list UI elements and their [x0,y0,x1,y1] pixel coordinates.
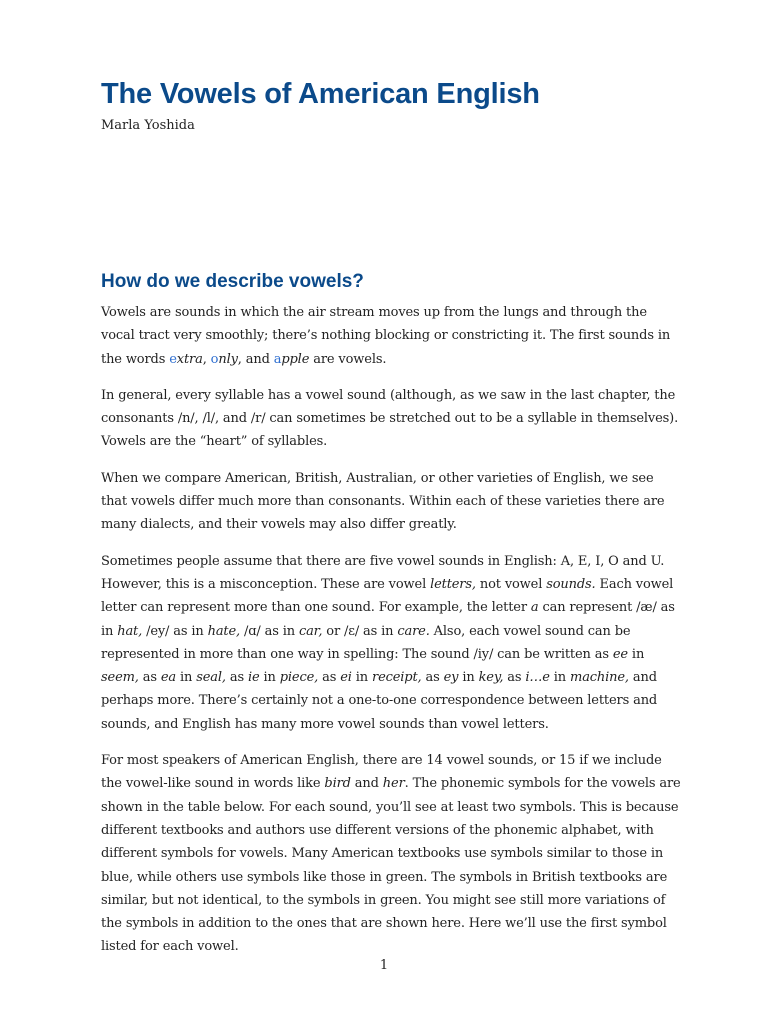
italic-term: ea [160,670,177,686]
text-run: /ey/ as in [142,623,208,639]
italic-term: seem, [101,670,139,686]
paragraph [101,550,681,736]
document-title: The Vowels of American English [101,78,540,110]
italic-term: ey [443,670,459,686]
italic-term: machine, [570,670,629,686]
highlighted-letter: e [169,351,177,367]
text-run: not vowel [475,576,547,592]
paragraph [101,384,681,454]
text-run: or /ɛ/ as in [322,623,398,639]
italic-term: hate, [207,623,241,639]
paragraph [101,467,681,537]
text-run: , and [237,351,274,367]
italic-term: ee [612,646,628,662]
italic-term: sounds. [546,576,596,592]
text-run: In general, every syllable has a vowel sound (although, as we saw in the last chapter, the consonants /n/, /l/, and /r/ can sometimes be stretched out to be a syllable in themselves). Vowels are the “heart” of syllables. [101,387,679,450]
paragraph [101,749,681,959]
text-run: can represent /æ/ as in [101,600,675,639]
text-run: For most speakers of American English, there are 14 vowel sounds, or 15 if we include the vowel-like sound in words like [101,753,662,792]
text-run: are vowels. [309,351,387,367]
text-run: as [318,670,341,686]
paragraph [101,301,681,371]
text-run: Vowels are sounds in which the air stream moves up from the lungs and through the vocal tract very smoothly; there’s nothing blocking or constricting it. The first sounds in the words [101,305,671,367]
text-run: in [549,670,571,686]
italic-term: bird [324,776,351,792]
italic-term: xtra [176,351,203,367]
author-name: Marla Yoshida [101,118,195,133]
text-run: , [202,351,211,367]
italic-term: car, [298,623,323,639]
highlighted-letter: o [210,351,219,367]
section-heading: How do we describe vowels? [101,271,364,292]
text-run: Also, each vowel sound can be represented in more than one way in spelling: The sound /iy/ can be written as [101,623,631,662]
italic-term: seal, [196,670,226,686]
text-run: . The phonemic symbols for the vowels are shown in the table below. For each sound, you’ll see at least two symbols. This is because different textbooks and authors use different versions of the phonemic alphabet, with different symbols for vowels. Many American textbooks use symbols similar to those in blue, while others use symbols like those in green. The symbols in British textbooks are similar, but not identical, to the symbols in green. You might see still more variations of the symbols in addition to the ones that are shown here. Here we’ll use the first symbol listed for each vowel. [101,776,681,955]
italic-term: ie [247,670,260,686]
italic-term: piece, [279,670,319,686]
italic-term: receipt, [372,670,422,686]
text-run: Each vowel letter can represent more than one sound. For example, the letter [101,576,674,616]
italic-term: i…e [525,670,550,686]
italic-term: key, [478,670,504,686]
italic-term: nly [218,351,238,367]
italic-term: care. [397,623,430,639]
text-run: Sometimes people assume that there are five vowel sounds in English: A, E, I, O and U. However, this is a misconception. These are vowel [101,553,665,592]
text-run: and perhaps more. There’s certainly not a one-to-one correspondence between letters and sounds, and English has many more vowel sounds than vowel letters. [101,670,658,732]
text-run: When we compare American, British, Australian, or other varieties of English, we see that vowels differ much more than consonants. Within each of these varieties there are many dialects, and their vowels may also differ greatly. [101,470,665,533]
text-run: in [627,646,645,662]
italic-term: hat, [117,623,143,639]
italic-term: ei [340,670,352,686]
text-run: in [259,670,280,686]
highlighted-letter: a [273,351,282,367]
text-run: in [176,670,197,686]
text-run: as [421,670,444,686]
page-number: 1 [379,958,389,973]
section-body [101,301,681,972]
text-run: as [138,670,161,686]
italic-term: letters, [430,576,476,592]
text-run: and [350,776,383,792]
text-run: /ɑ/ as in [240,623,299,639]
italic-term: her [382,776,405,792]
italic-term: a [530,600,539,616]
text-run: as [503,670,526,686]
text-run: in [458,670,479,686]
text-run: in [351,670,372,686]
text-run: as [225,670,248,686]
italic-term: pple [281,351,310,367]
